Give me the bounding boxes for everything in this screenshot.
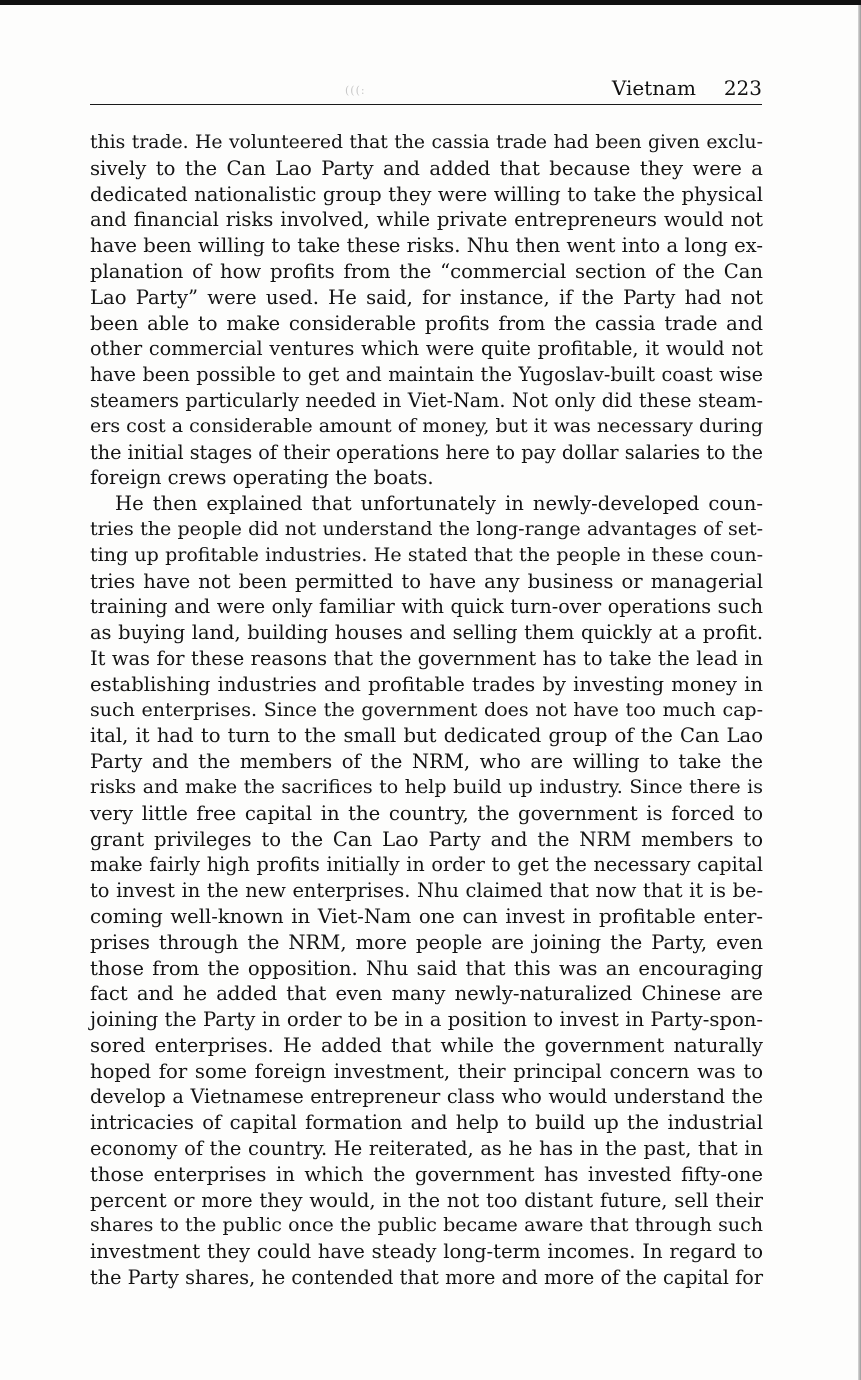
text-line: risks and make the sacrifices to help build up industry. Since there is bbox=[90, 775, 763, 798]
text-line: training and were only familiar with quick turn-over operations such bbox=[90, 595, 763, 619]
text-line: establishing industries and profitable trades by investing money in bbox=[90, 672, 763, 696]
text-line: sored enterprises. He added that while the government naturally bbox=[90, 1033, 763, 1057]
paragraph bbox=[90, 491, 763, 1291]
text-line: ting up profitable industries. He stated that the people in these coun- bbox=[90, 543, 763, 566]
text-line: sively to the Can Lao Party and added that because they were a bbox=[90, 156, 763, 180]
text-line: tries have not been permitted to have any business or managerial bbox=[90, 569, 763, 593]
text-line: investment they could have steady long-term incomes. In regard to bbox=[90, 1240, 763, 1264]
text-line: shares to the public once the public became aware that through such bbox=[90, 1214, 763, 1237]
text-line: those from the opposition. Nhu said that this was an encouraging bbox=[90, 956, 763, 980]
text-line: fact and he added that even many newly-naturalized Chinese are bbox=[90, 982, 763, 1006]
paragraph bbox=[90, 130, 763, 491]
text-line: this trade. He volunteered that the cassia trade had been given exclu- bbox=[90, 132, 763, 153]
text-line: joining the Party in order to be in a position to invest in Party-spon- bbox=[90, 1008, 763, 1032]
text-line: coming well-known in Viet-Nam one can invest in profitable enter- bbox=[90, 904, 763, 928]
text-line: prises through the NRM, more people are joining the Party, even bbox=[90, 930, 763, 954]
body-text bbox=[90, 130, 763, 1291]
text-line: dedicated nationalistic group they were willing to take the physical bbox=[90, 182, 763, 206]
page-number: 223 bbox=[723, 76, 762, 100]
scan-top-border bbox=[0, 0, 861, 5]
text-line: economy of the country. He reiterated, as he has in the past, that in bbox=[90, 1137, 763, 1161]
text-line: He then explained that unfortunately in newly-developed coun- bbox=[115, 492, 763, 516]
text-line: hoped for some foreign investment, their principal concern was to bbox=[90, 1059, 763, 1083]
text-line: the Party shares, he contended that more and more of the capital for bbox=[90, 1266, 763, 1290]
text-line: intricacies of capital formation and help to build up the industrial bbox=[90, 1111, 763, 1135]
text-line: other commercial ventures which were quite profitable, it would not bbox=[90, 337, 763, 361]
text-line: very little free capital in the country, the government is forced to bbox=[90, 801, 763, 825]
text-line: ital, it had to turn to the small but dedicated group of the Can Lao bbox=[90, 724, 763, 748]
running-head-title: Vietnam bbox=[611, 76, 696, 100]
text-line: have been possible to get and maintain the Yugoslav-built coast wise bbox=[90, 363, 763, 387]
text-line: planation of how profits from the “commercial section of the Can bbox=[90, 259, 763, 283]
text-line: Party and the members of the NRM, who are willing to take the bbox=[90, 750, 763, 774]
text-line: the initial stages of their operations here to pay dollar salaries to the bbox=[90, 440, 763, 464]
text-line: ers cost a considerable amount of money, but it was necessary during bbox=[90, 414, 763, 437]
text-line: develop a Vietnamese entrepreneur class who would understand the bbox=[90, 1085, 763, 1109]
text-line: and financial risks involved, while private entrepreneurs would not bbox=[90, 208, 763, 232]
text-line: Lao Party” were used. He said, for instance, if the Party had not bbox=[90, 285, 763, 309]
text-line: percent or more they would, in the not too distant future, sell their bbox=[90, 1188, 763, 1212]
text-line: those enterprises in which the government has invested fifty-one bbox=[90, 1162, 763, 1186]
running-head bbox=[90, 74, 762, 105]
print-smudge: (((: bbox=[345, 84, 366, 97]
text-line: been able to make considerable profits from the cassia trade and bbox=[90, 311, 763, 335]
text-line: foreign crews operating the boats. bbox=[90, 466, 434, 490]
text-line: tries the people did not understand the long-range advantages of set- bbox=[90, 517, 763, 540]
text-line: have been willing to take these risks. Nhu then went into a long ex- bbox=[90, 234, 763, 258]
text-line: make fairly high profits initially in order to get the necessary capital bbox=[90, 853, 763, 877]
text-line: such enterprises. Since the government does not have too much cap- bbox=[90, 698, 763, 721]
text-line: steamers particularly needed in Viet-Nam. Not only did these steam- bbox=[90, 388, 763, 412]
text-line: as buying land, building houses and selling them quickly at a profit. bbox=[90, 621, 763, 645]
text-line: It was for these reasons that the government has to take the lead in bbox=[90, 646, 763, 670]
text-line: grant privileges to the Can Lao Party and the NRM members to bbox=[90, 827, 763, 851]
text-line: to invest in the new enterprises. Nhu claimed that now that it is be- bbox=[90, 879, 763, 903]
